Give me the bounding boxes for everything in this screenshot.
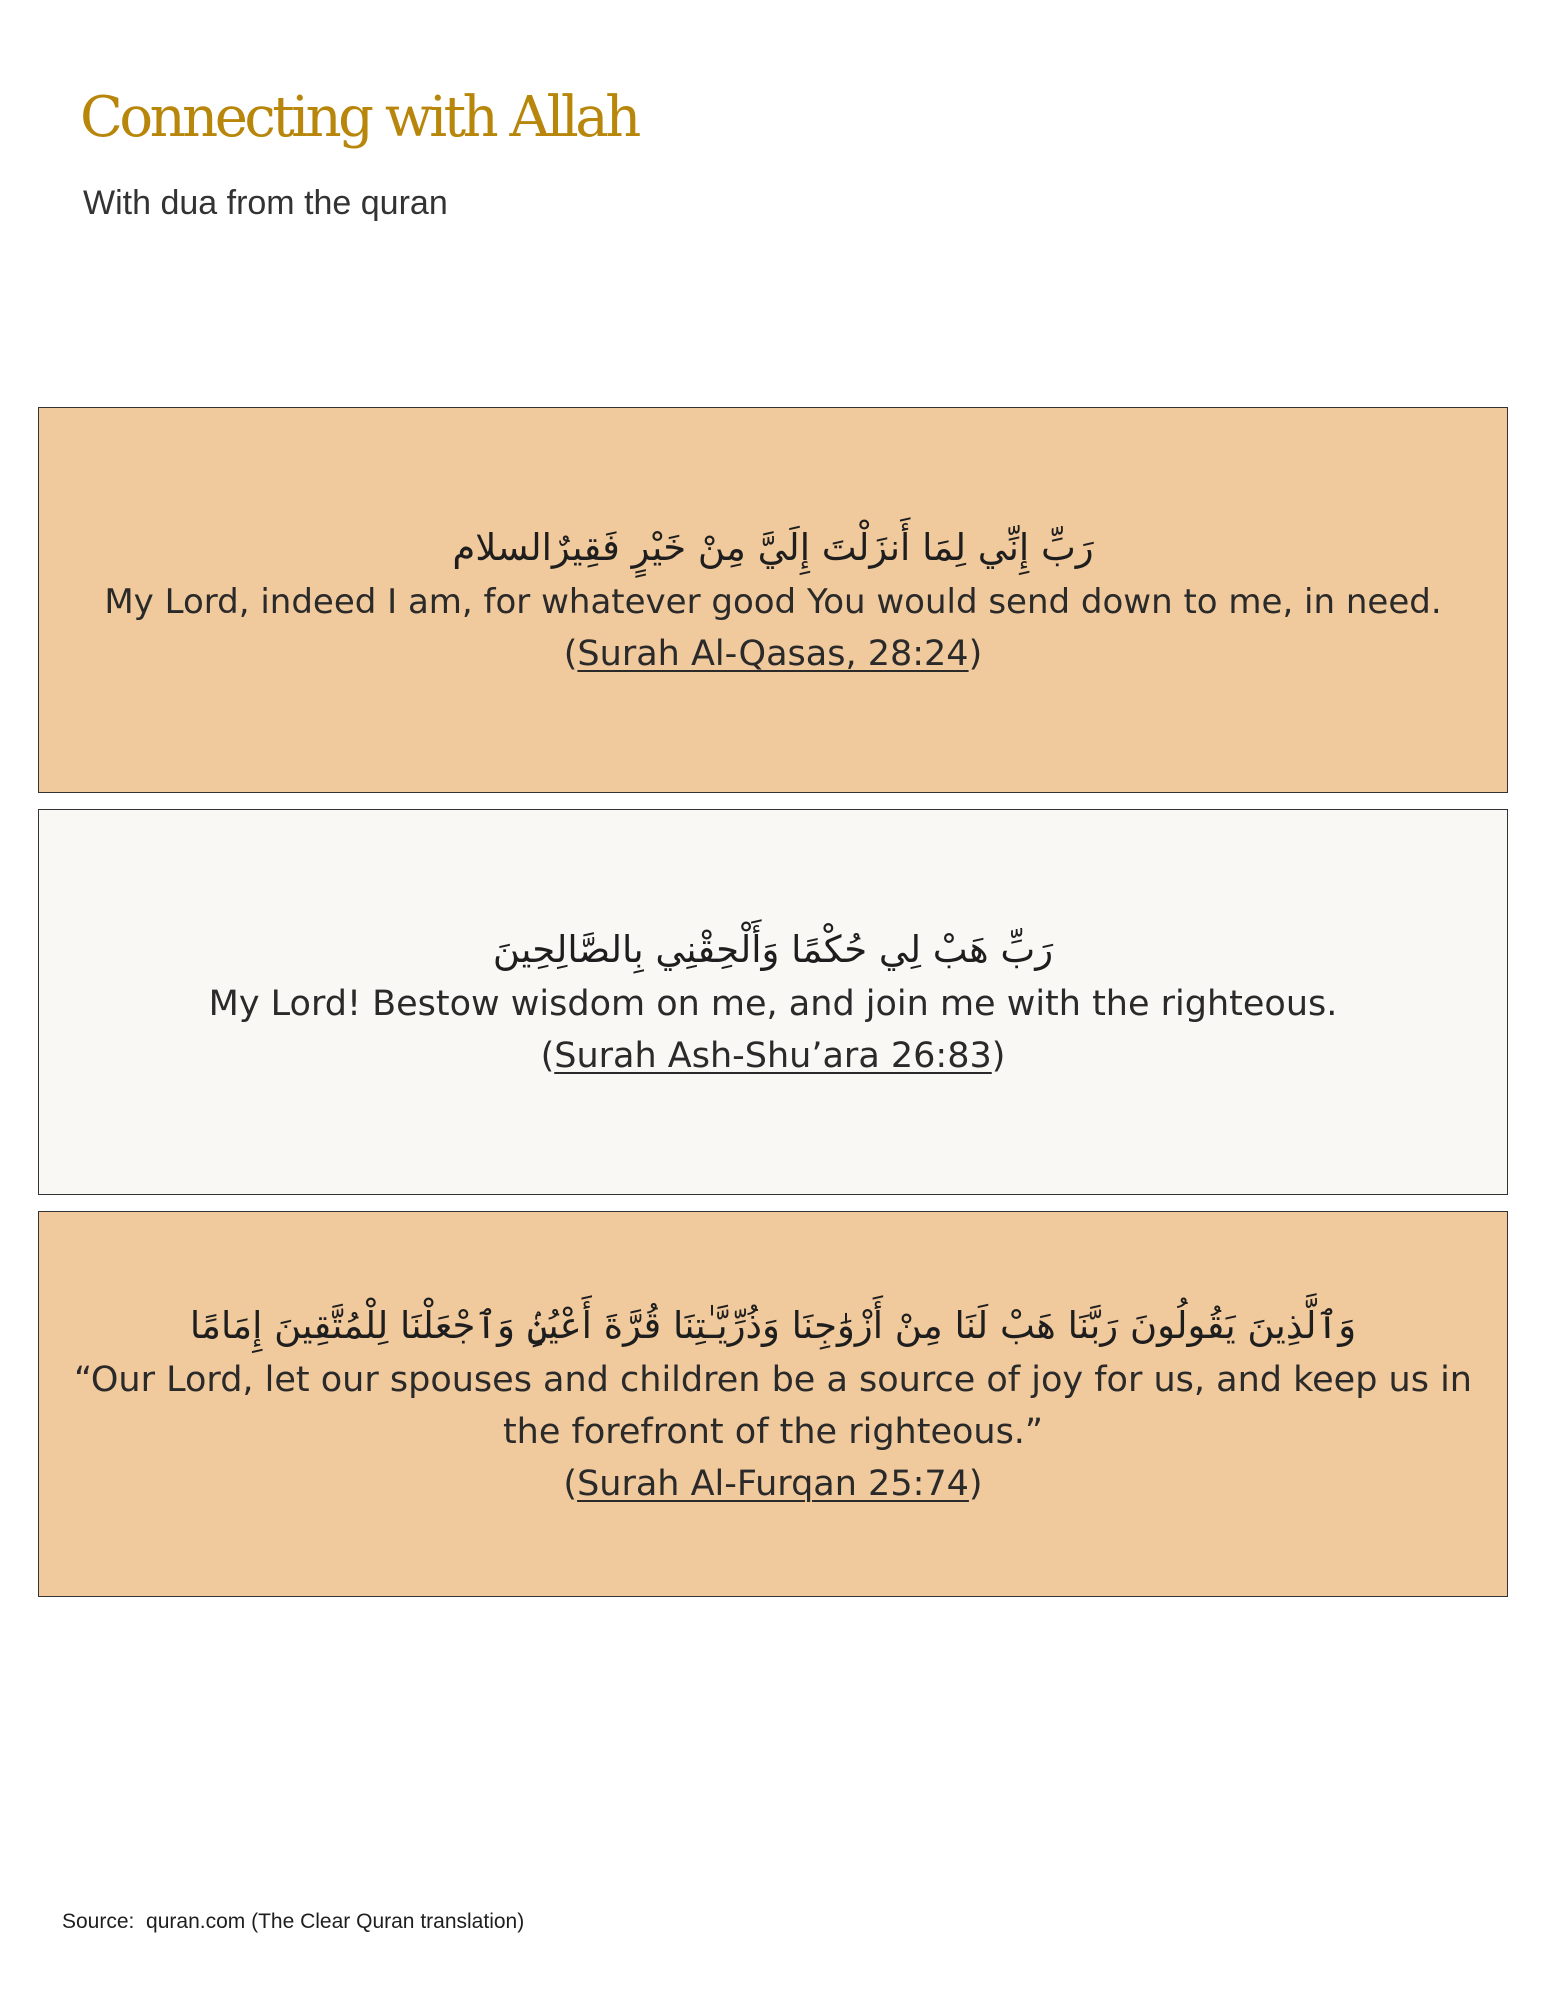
dua-translation: “Our Lord, let our spouses and children be a source of joy for us, and keep us in the forefront of the righteous.” xyxy=(73,1360,1472,1452)
citation-link-shuara[interactable]: Surah Ash-Shu’ara 26:83 xyxy=(554,1036,992,1076)
page-title: Connecting with Allah xyxy=(80,85,638,150)
dua-arabic-text: رَبِّ هَبْ لِي حُكْمًا وَأَلْحِقْنِي بِالصَّالِحِينَ xyxy=(492,928,1054,971)
dua-citation xyxy=(564,628,982,680)
dua-arabic-text: وَٱلَّذِينَ يَقُولُونَ رَبَّنَا هَبْ لَنَا مِنْ أَزْوَٰجِنَا وَذُرِّيَّـٰتِنَا قُرَّةَ أَعْيُنٍۢ وَٱجْعَلْنَا لِلْمُتَّقِينَ إِمَامًا xyxy=(189,1304,1357,1347)
dua-card-shuara xyxy=(38,809,1508,1195)
dua-citation xyxy=(541,1030,1006,1082)
dua-card-qasas xyxy=(38,407,1508,793)
citation-close-paren: ) xyxy=(968,634,983,674)
citation-close-paren: ) xyxy=(991,1036,1006,1076)
page-subtitle: With dua from the quran xyxy=(83,184,448,222)
citation-link-furqan[interactable]: Surah Al-Furqan 25:74 xyxy=(577,1464,969,1504)
citation-link-qasas[interactable]: Surah Al-Qasas, 28:24 xyxy=(577,634,969,674)
citation-close-paren: ) xyxy=(968,1464,983,1504)
dua-arabic-text: رَبِّ إِنِّي لِمَا أَنزَلْتَ إِلَيَّ مِنْ خَيْرٍ فَقِيرٌالسلام xyxy=(452,526,1094,569)
citation-open-paren: ( xyxy=(563,1464,578,1504)
dua-translation: My Lord, indeed I am, for whatever good You would send down to me, in need. xyxy=(104,582,1442,622)
citation-open-paren: ( xyxy=(540,1036,555,1076)
source-footnote: Source: quran.com (The Clear Quran translation) xyxy=(62,1910,525,1933)
dua-card-furqan xyxy=(38,1211,1508,1597)
citation-open-paren: ( xyxy=(563,634,578,674)
dua-translation: My Lord! Bestow wisdom on me, and join me with the righteous. xyxy=(208,984,1338,1024)
dua-citation xyxy=(563,1458,982,1510)
